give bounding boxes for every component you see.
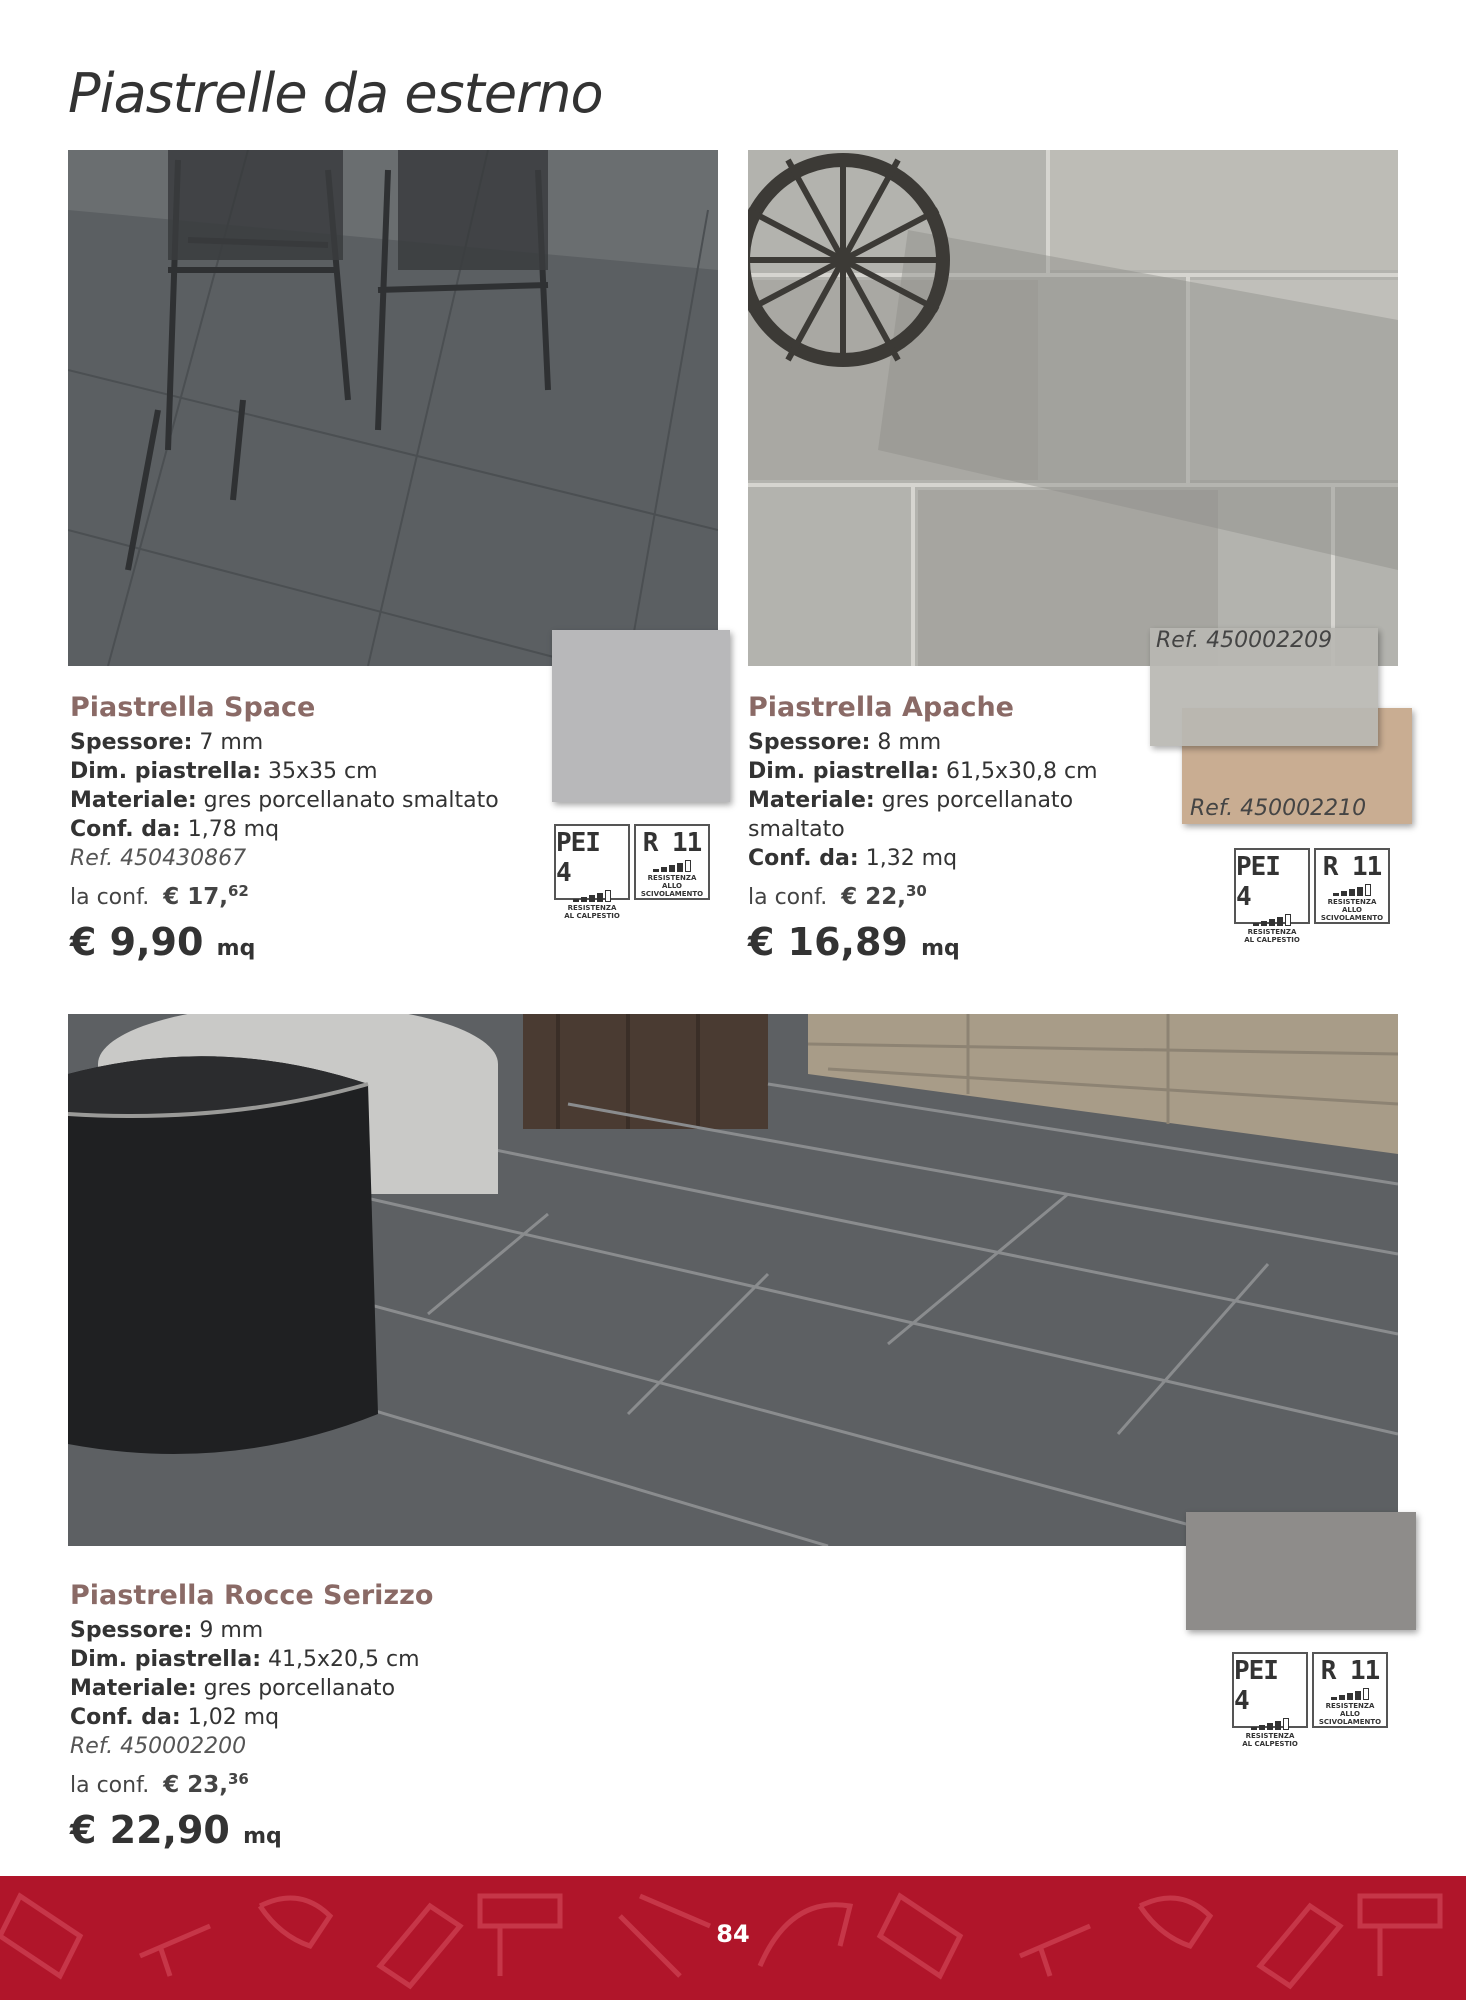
price-per-sqm: € 9,90 mq	[70, 920, 256, 964]
badges-apache	[1234, 848, 1390, 944]
spec-material: Materiale: gres porcellanato smaltato	[70, 788, 499, 813]
badges-space	[554, 824, 710, 920]
product-space	[70, 692, 499, 973]
page-title: Piastrelle da esterno	[68, 62, 603, 125]
spec-thickness: Spessore: 9 mm	[70, 1618, 264, 1643]
price-per-sqm: € 16,89 mq	[748, 920, 960, 964]
product-swatch-space	[552, 630, 730, 802]
spec-material-cont: smaltato	[748, 817, 845, 842]
product-photo-space	[68, 150, 718, 666]
product-photo-apache	[748, 150, 1398, 666]
spec-pack: Conf. da: 1,02 mq	[70, 1705, 280, 1730]
r-badge: R 11 RESISTENZA ALLO SCIVOLAMENTO	[634, 824, 710, 900]
spec-material: Materiale: gres porcellanato	[70, 1676, 396, 1701]
r-level-icon	[1333, 884, 1371, 896]
r-level-icon	[1331, 1688, 1369, 1700]
spec-pack: Conf. da: 1,32 mq	[748, 846, 958, 871]
product-name: Piastrella Rocce Serizzo	[70, 1580, 434, 1611]
product-name: Piastrella Space	[70, 692, 316, 723]
product-rocce-serizzo	[70, 1580, 433, 1861]
r-level-icon	[653, 860, 691, 872]
pei-badge: PEI 4 RESISTENZA AL CALPESTIO	[1232, 1652, 1308, 1728]
spec-material: Materiale: gres porcellanato	[748, 788, 1074, 813]
spec-dimensions: Dim. piastrella: 61,5x30,8 cm	[748, 759, 1098, 784]
product-photo-rocce-serizzo	[68, 1014, 1398, 1546]
r-badge: R 11 RESISTENZA ALLO SCIVOLAMENTO	[1312, 1652, 1388, 1728]
product-apache	[748, 692, 1098, 973]
spec-thickness: Spessore: 8 mm	[748, 730, 942, 755]
pei-level-icon	[1253, 914, 1291, 926]
product-ref: Ref. 450002200	[70, 1734, 247, 1759]
pack-price: la conf. € 22,30	[748, 882, 927, 910]
spec-dimensions: Dim. piastrella: 41,5x20,5 cm	[70, 1647, 420, 1672]
pei-level-icon	[573, 890, 611, 902]
product-ref: Ref. 450430867	[70, 846, 247, 871]
pack-price: la conf. € 23,36	[70, 1770, 249, 1798]
pei-level-icon	[1251, 1718, 1289, 1730]
spec-thickness: Spessore: 7 mm	[70, 730, 264, 755]
badges-rocce-serizzo	[1232, 1652, 1388, 1748]
page-number: 84	[716, 1920, 750, 1948]
pack-price: la conf. € 17,62	[70, 882, 249, 910]
ref-label-450002210: Ref. 450002210	[1190, 796, 1367, 821]
pei-badge: PEI 4 RESISTENZA AL CALPESTIO	[554, 824, 630, 900]
spec-pack: Conf. da: 1,78 mq	[70, 817, 280, 842]
product-swatch-rocce-serizzo	[1186, 1512, 1416, 1630]
price-per-sqm: € 22,90 mq	[70, 1808, 282, 1852]
page-footer	[0, 1876, 1466, 2000]
ref-label-450002209-text: Ref. 450002209	[1156, 628, 1333, 653]
product-name: Piastrella Apache	[748, 692, 1014, 723]
pei-badge: PEI 4 RESISTENZA AL CALPESTIO	[1234, 848, 1310, 924]
r-badge: R 11 RESISTENZA ALLO SCIVOLAMENTO	[1314, 848, 1390, 924]
spec-dimensions: Dim. piastrella: 35x35 cm	[70, 759, 378, 784]
